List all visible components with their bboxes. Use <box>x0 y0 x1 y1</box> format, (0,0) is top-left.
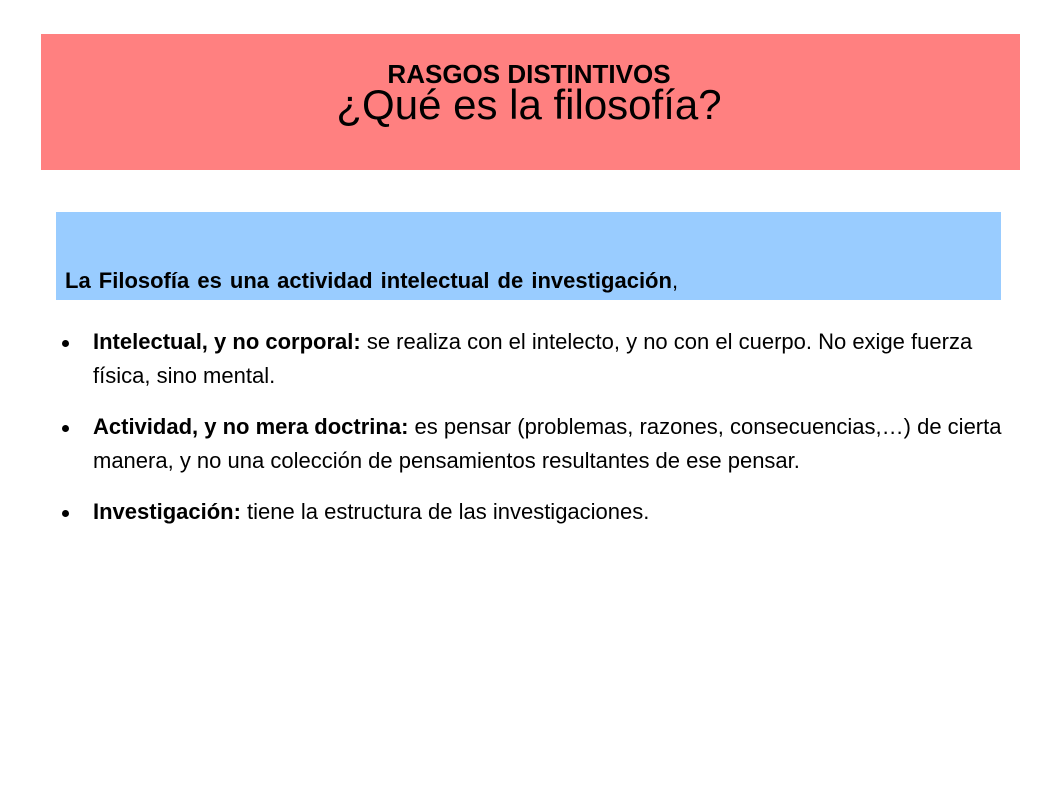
bullet-term: Intelectual, y no corporal: <box>93 329 361 354</box>
bullet-term: Actividad, y no mera doctrina: <box>93 414 409 439</box>
bullet-item-actividad <box>62 410 1022 478</box>
definition-text <box>65 266 678 296</box>
definition-bold-text: La Filosofía es una actividad intelectual de investigación <box>65 268 672 293</box>
bullet-dot-icon <box>62 340 69 347</box>
slide-supertitle: RASGOS DISTINTIVOS <box>387 59 671 89</box>
bullet-list <box>62 325 1022 546</box>
bullet-text: tiene la estructura de las investigaciones. <box>240 499 650 524</box>
slide-title: ¿Qué es la filosofía? <box>336 81 722 128</box>
bullet-text: es pensar (problemas, razones, consecuencias,…) de cierta manera, y no una colección de pensamientos resultantes de ese pensar. <box>93 414 1002 473</box>
bullet-dot-icon <box>62 510 69 517</box>
bullet-text: se realiza con el intelecto, y no con el cuerpo. No exige fuerza física, sino mental. <box>93 329 973 388</box>
bullet-term: Investigación: <box>93 499 241 524</box>
bullet-item-intelectual <box>62 325 1022 393</box>
bullet-dot-icon <box>62 425 69 432</box>
bullet-item-investigacion <box>62 495 1022 529</box>
definition-trailing: , <box>671 268 679 293</box>
